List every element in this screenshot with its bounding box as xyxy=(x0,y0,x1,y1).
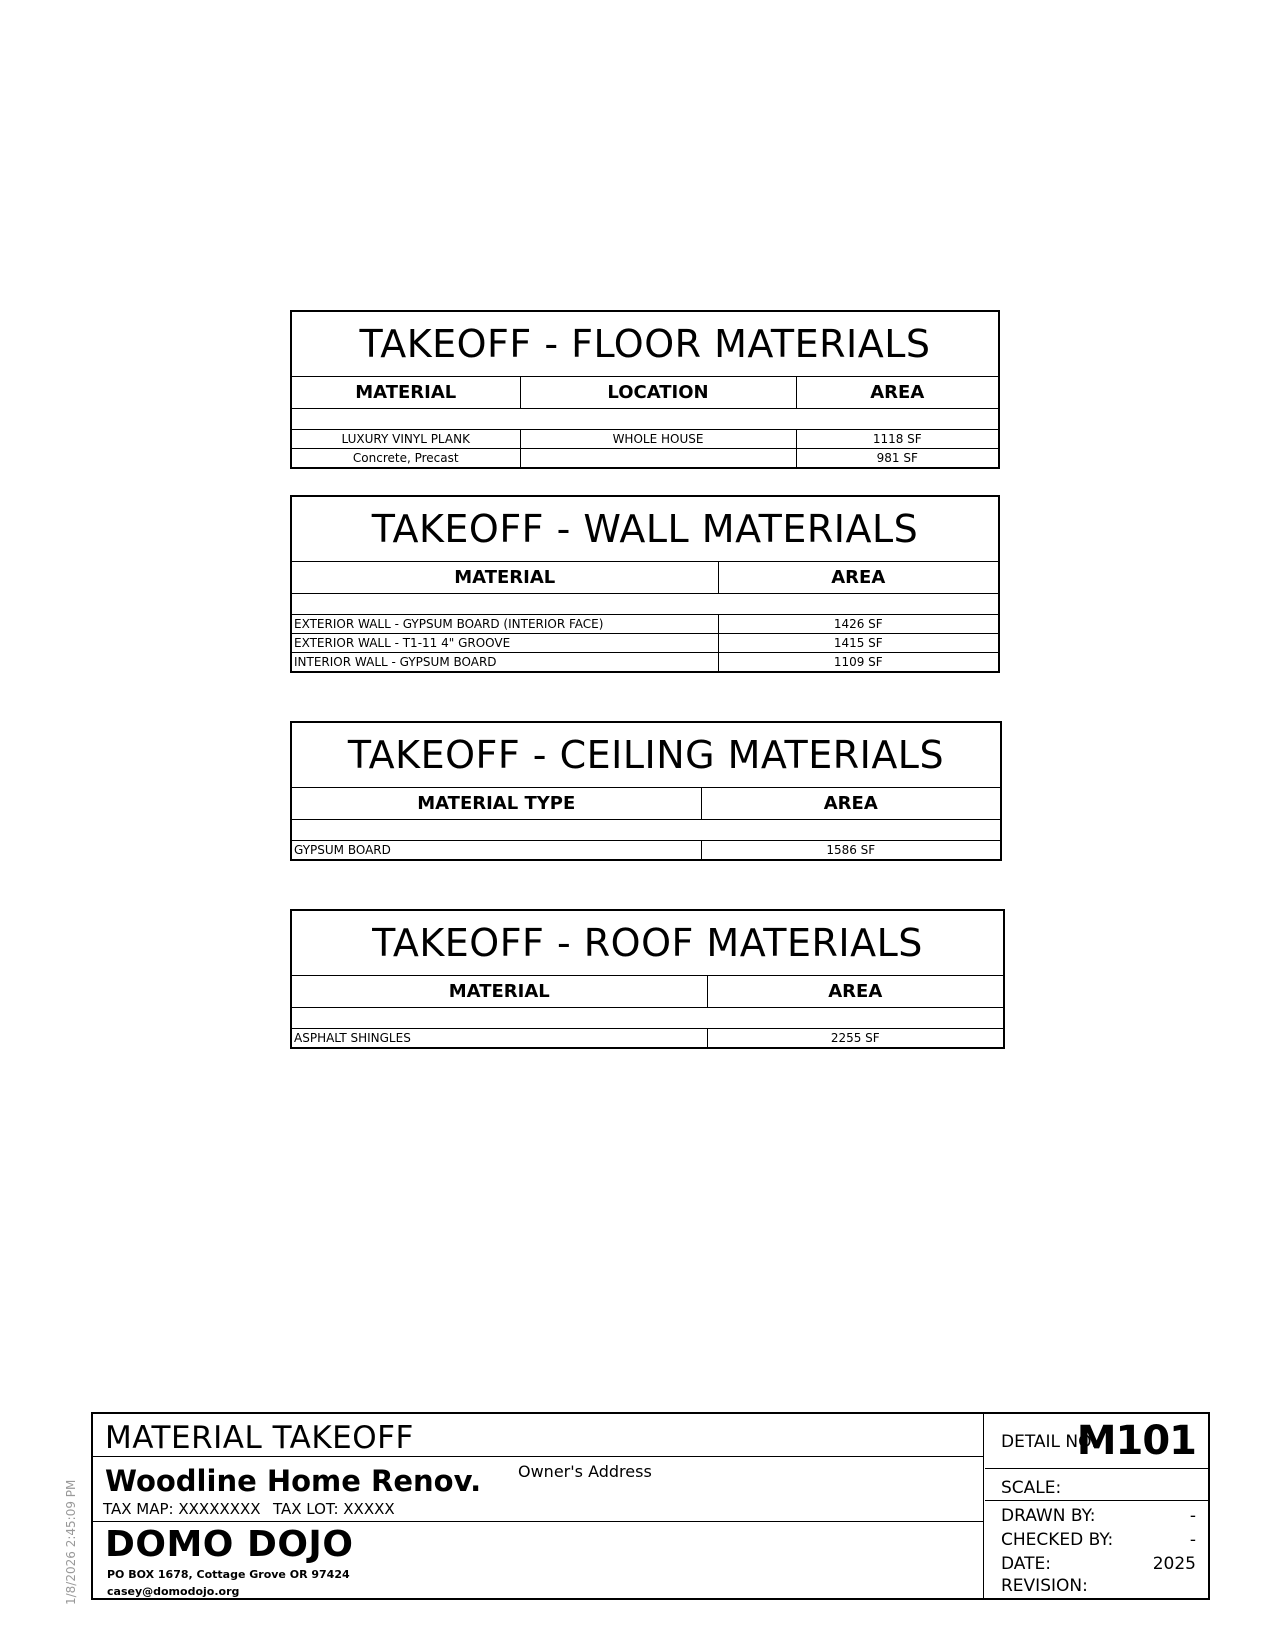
material-cell: INTERIOR WALL - GYPSUM BOARD xyxy=(292,653,718,672)
title-block-info xyxy=(985,1414,1208,1598)
table-row xyxy=(292,653,998,672)
column-header: AREA xyxy=(796,377,998,409)
divider xyxy=(93,1521,983,1522)
column-header: LOCATION xyxy=(520,377,796,409)
material-cell: ASPHALT SHINGLES xyxy=(292,1029,707,1048)
floor-materials-schedule xyxy=(290,310,1000,469)
table-row xyxy=(292,841,1000,860)
area-cell: 1118 SF xyxy=(796,430,998,449)
firm-name: DOMO DOJO xyxy=(105,1524,354,1565)
date-value: 2025 xyxy=(1152,1554,1196,1574)
location-cell: WHOLE HOUSE xyxy=(520,430,796,449)
owner-address: Owner's Address xyxy=(518,1462,652,1481)
area-cell: 1426 SF xyxy=(718,615,998,634)
column-header: AREA xyxy=(718,562,998,594)
material-cell: EXTERIOR WALL - T1-11 4" GROOVE xyxy=(292,634,718,653)
tax-lot: TAX LOT: XXXXX xyxy=(273,1500,395,1518)
firm-email: casey@domodojo.org xyxy=(107,1585,240,1598)
schedule-title: TAKEOFF - ROOF MATERIALS xyxy=(292,911,1003,976)
column-header: MATERIAL xyxy=(292,562,718,594)
schedule-title: TAKEOFF - WALL MATERIALS xyxy=(292,497,998,562)
material-cell: LUXURY VINYL PLANK xyxy=(292,430,520,449)
material-cell: EXTERIOR WALL - GYPSUM BOARD (INTERIOR FACE) xyxy=(292,615,718,634)
drawn-by-value: - xyxy=(1189,1506,1196,1526)
title-block xyxy=(91,1412,1210,1600)
date-label: DATE: xyxy=(1001,1554,1051,1574)
area-cell: 2255 SF xyxy=(830,1031,880,1045)
ceiling-materials-schedule xyxy=(290,721,1002,861)
divider xyxy=(93,1456,983,1457)
column-header: MATERIAL xyxy=(292,976,707,1008)
column-header: MATERIAL xyxy=(292,377,520,409)
material-cell: GYPSUM BOARD xyxy=(292,841,701,860)
table-row xyxy=(292,1029,1003,1048)
divider xyxy=(985,1468,1208,1469)
project-name: Woodline Home Renov. xyxy=(105,1464,482,1498)
material-cell: Concrete, Precast xyxy=(292,449,520,468)
area-cell: 1415 SF xyxy=(718,634,998,653)
column-header: MATERIAL TYPE xyxy=(292,788,701,820)
area-cell: 1109 SF xyxy=(833,655,883,669)
checked-by-label: CHECKED BY: xyxy=(1001,1530,1114,1550)
wall-materials-schedule xyxy=(290,495,1000,673)
roof-materials-schedule xyxy=(290,909,1005,1049)
print-timestamp: 1/8/2026 2:45:09 PM xyxy=(64,1479,78,1605)
schedule-title: TAKEOFF - FLOOR MATERIALS xyxy=(292,312,998,377)
location-cell xyxy=(520,449,796,468)
drawn-by-label: DRAWN BY: xyxy=(1001,1506,1096,1526)
table-row xyxy=(292,430,998,449)
area-cell: 981 SF xyxy=(876,451,918,465)
table-row xyxy=(292,449,998,468)
revision-label: REVISION: xyxy=(1001,1576,1088,1596)
table-row xyxy=(292,615,998,634)
scale-label: SCALE: xyxy=(1001,1478,1062,1498)
checked-by-value: - xyxy=(1189,1530,1196,1550)
detail-label: DETAIL NO: xyxy=(1001,1432,1097,1452)
column-header: AREA xyxy=(707,976,1003,1008)
schedule-title: TAKEOFF - CEILING MATERIALS xyxy=(292,723,1000,788)
title-block-main xyxy=(93,1414,984,1598)
firm-address: PO BOX 1678, Cottage Grove OR 97424 xyxy=(107,1568,350,1581)
detail-number: M101 xyxy=(1076,1418,1196,1464)
divider xyxy=(985,1500,1208,1501)
sheet-title: MATERIAL TAKEOFF xyxy=(105,1420,414,1456)
tax-map: TAX MAP: XXXXXXXX xyxy=(103,1500,261,1518)
table-row xyxy=(292,634,998,653)
area-cell: 1586 SF xyxy=(826,843,876,857)
column-header: AREA xyxy=(701,788,1000,820)
